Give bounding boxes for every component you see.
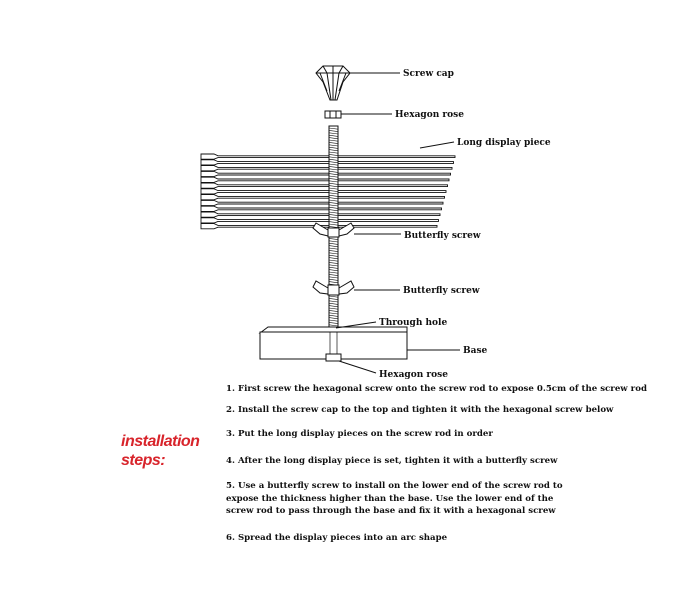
step-1-line-1: 1. First screw the hexagonal screw onto the screw rod to expose 0.5cm of the screw rod [226,384,647,394]
title-line-2 [121,451,199,470]
display-piece [201,160,454,165]
step-5 [226,480,563,518]
display-piece [201,218,439,223]
display-piece [201,206,442,211]
long-display-pieces [201,154,455,229]
screw-cap-illustration [316,66,350,100]
display-piece [201,154,455,159]
butterfly-screw-upper-label: Butterfly screw [404,231,481,241]
display-piece [201,200,443,205]
title-colon: : [160,452,166,469]
display-piece [201,177,449,182]
step-5-line-2: expose the thickness higher than the base. Use the lower end of the [226,493,554,504]
display-piece [201,183,448,188]
hexagon-rose-bottom-illustration [326,354,341,361]
screw-rod [329,126,338,327]
hexagon-rose-bottom-label: Hexagon rose [379,370,448,380]
display-piece [201,171,451,176]
base-label: Base [463,346,488,356]
step-4-line-1: 4. After the long display piece is set, tighten it with a butterfly screw [226,456,558,466]
step-6-line-1: 6. Spread the display pieces into an arc shape [226,533,448,543]
hexagon-rose-top-label: Hexagon rose [395,110,464,120]
step-5-line-3: screw rod to pass through the base and fix it with a hexagonal screw [226,506,556,516]
installation-steps-title [121,432,199,470]
step-2-line-1: 2. Install the screw cap to the top and tighten it with the hexagonal screw below [226,405,614,415]
hexagon-rose-top-illustration [325,111,341,118]
hexagon-rose-bottom-leader [339,361,376,373]
through-hole-label: Through hole [379,318,448,328]
display-piece [201,166,452,171]
step-3 [226,428,493,441]
step-3-line-1: 3. Put the long display pieces on the screw rod in order [226,429,493,439]
step-5-line-1: 5. Use a butterfly screw to install on the lower end of the screw rod to [226,481,563,491]
butterfly-screw-lower-label: Butterfly screw [403,286,480,296]
long-display-piece-leader [420,142,454,148]
display-piece [201,212,440,217]
display-piece [201,189,446,194]
step-1 [226,383,647,396]
step-4 [226,455,558,468]
step-2 [226,404,613,417]
step-6 [226,532,447,545]
display-piece [201,195,445,200]
title-word-steps: steps [121,452,161,469]
long-display-piece-label: Long display piece [457,138,551,148]
screw-cap-label: Screw cap [403,69,454,79]
title-line-1: installation [121,433,200,450]
